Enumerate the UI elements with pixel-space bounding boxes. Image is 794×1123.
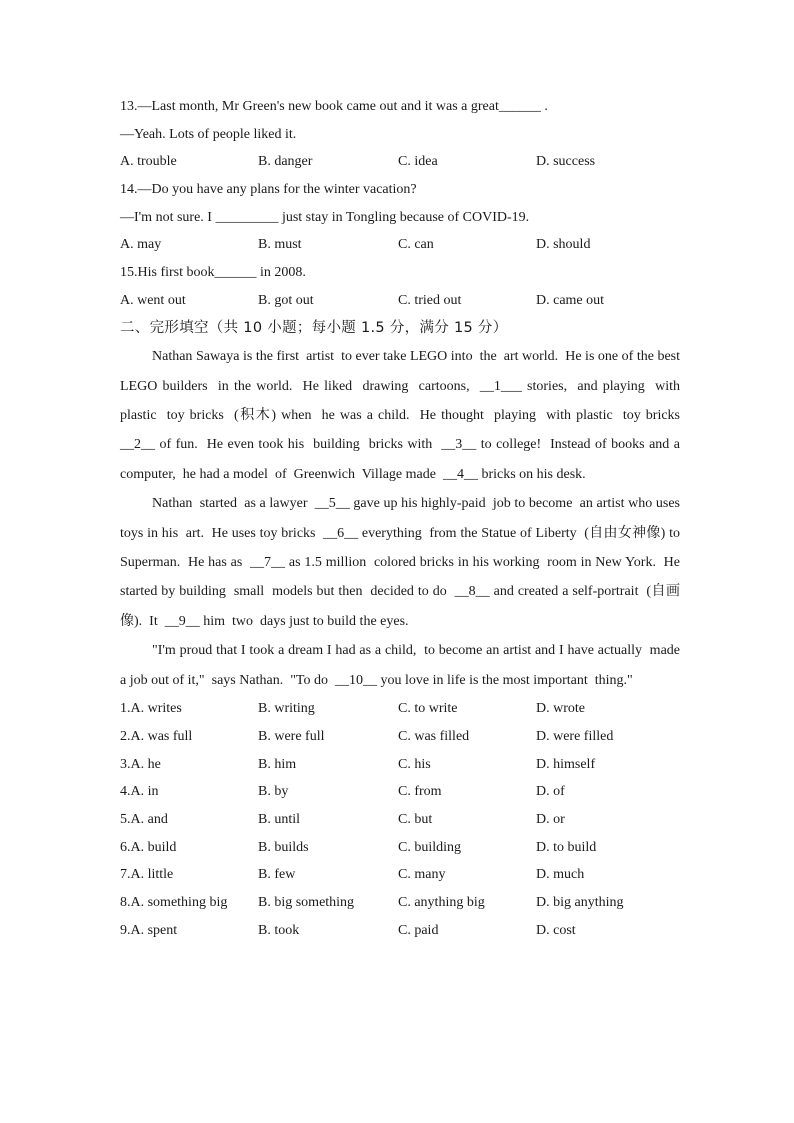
section-title: 二、完形填空（共 10 小题；每小题 1.5 分，满分 15 分）	[120, 319, 508, 336]
option-d: D. should	[536, 237, 591, 253]
option-d: D. himself	[536, 756, 596, 772]
option-a: 9.A. spent	[120, 922, 178, 938]
option-d: D. cost	[536, 922, 576, 938]
option-a: 7.A. little	[120, 867, 174, 883]
option-b: B. builds	[258, 839, 309, 855]
option-b: B. him	[258, 756, 297, 772]
option-c: C. from	[398, 784, 442, 800]
option-a: 1.A. writes	[120, 701, 182, 717]
option-b: B. were full	[258, 728, 325, 744]
option-b: B. writing	[258, 701, 315, 717]
option-b: B. must	[258, 237, 302, 253]
question-14-reply: —I'm not sure. I _________ just stay in Tongling because of COVID-19.	[120, 209, 530, 225]
option-c: C. paid	[398, 922, 439, 938]
question-15-stem: 15.His first book______ in 2008.	[120, 265, 306, 281]
option-c: C. can	[398, 237, 434, 253]
option-c: C. building	[398, 839, 462, 855]
cloze-options-list	[120, 695, 680, 944]
passage-text: Nathan started as a lawyer __5__ gave up his highly-paid job to become an artist who uses toys in his art. He uses toy bricks __6__ everything from the Statue of Liberty (自由女神像) to Superman. He has as __7__ as 1.5 million colored bricks in his working room in New York. He started by building small models but then decided to do __8__ and created a self-portrait (自画像). It __9__ him two days just to build the eyes.	[120, 496, 684, 629]
option-d: D. wrote	[536, 701, 585, 717]
option-d: D. to build	[536, 839, 597, 855]
question-14-stem: 14.—Do you have any plans for the winter vacation?	[120, 182, 417, 198]
passage-paragraph-1	[120, 342, 687, 489]
option-c: C. anything big	[398, 895, 485, 911]
question-13-stem: 13.—Last month, Mr Green's new book came out and it was a great______ .	[120, 99, 548, 114]
option-b: B. few	[258, 867, 296, 883]
option-b: B. got out	[258, 292, 314, 308]
option-d: D. of	[536, 784, 565, 800]
option-c: C. but	[398, 811, 433, 827]
option-b: B. danger	[258, 154, 313, 170]
question-14-options	[120, 231, 680, 259]
option-a: A. may	[120, 237, 162, 253]
option-d: D. success	[536, 154, 596, 170]
cloze-option-row	[120, 723, 680, 751]
option-a: A. trouble	[120, 154, 177, 170]
option-a: 2.A. was full	[120, 728, 193, 744]
cloze-option-row	[120, 889, 680, 917]
option-a: 5.A. and	[120, 811, 168, 827]
cloze-option-row	[120, 917, 680, 945]
option-a: 4.A. in	[120, 784, 159, 800]
option-b: B. by	[258, 784, 289, 800]
cloze-option-row	[120, 778, 680, 806]
option-a: 6.A. build	[120, 839, 177, 855]
question-15-options	[120, 287, 680, 315]
option-d: D. or	[536, 811, 565, 827]
passage-paragraph-2	[120, 489, 684, 636]
cloze-option-row	[120, 806, 680, 834]
content-area	[120, 93, 687, 944]
option-d: D. were filled	[536, 728, 614, 744]
option-d: D. big anything	[536, 895, 624, 911]
passage-text: Nathan Sawaya is the first artist to ever take LEGO into the art world. He is one of the best LEGO builders in the world. He liked drawing cartoons, __1___ stories, and playing with plastic toy bricks (积木) when he was a child. He thought playing with plastic toy bricks __2__ of fun. He even took his building bricks with __3__ to college! Instead of books and a computer, he had a model of Greenwich Village made __4__ bricks on his desk.	[120, 349, 687, 482]
passage-text: "I'm proud that I took a dream I had as a child, to become an artist and I have actually made a job out of it," says Nathan. "To do __10__ you love in life is the most important thing."	[120, 643, 684, 688]
option-c: C. many	[398, 867, 446, 883]
option-c: C. tried out	[398, 292, 462, 308]
option-b: B. big something	[258, 895, 355, 911]
option-a: 3.A. he	[120, 756, 161, 772]
option-c: C. to write	[398, 701, 458, 717]
question-13-options	[120, 148, 680, 176]
question-13-reply: —Yeah. Lots of people liked it.	[120, 126, 297, 142]
option-c: C. was filled	[398, 728, 470, 744]
option-d: D. much	[536, 867, 585, 883]
option-b: B. until	[258, 811, 301, 827]
option-c: C. his	[398, 756, 431, 772]
cloze-option-row	[120, 834, 680, 862]
cloze-option-row	[120, 751, 680, 779]
option-b: B. took	[258, 922, 300, 938]
option-d: D. came out	[536, 292, 605, 308]
cloze-option-row	[120, 695, 680, 723]
option-a: A. went out	[120, 292, 186, 308]
option-a: 8.A. something big	[120, 895, 228, 911]
passage-paragraph-3	[120, 636, 684, 695]
option-c: C. idea	[398, 154, 438, 170]
cloze-option-row	[120, 861, 680, 889]
